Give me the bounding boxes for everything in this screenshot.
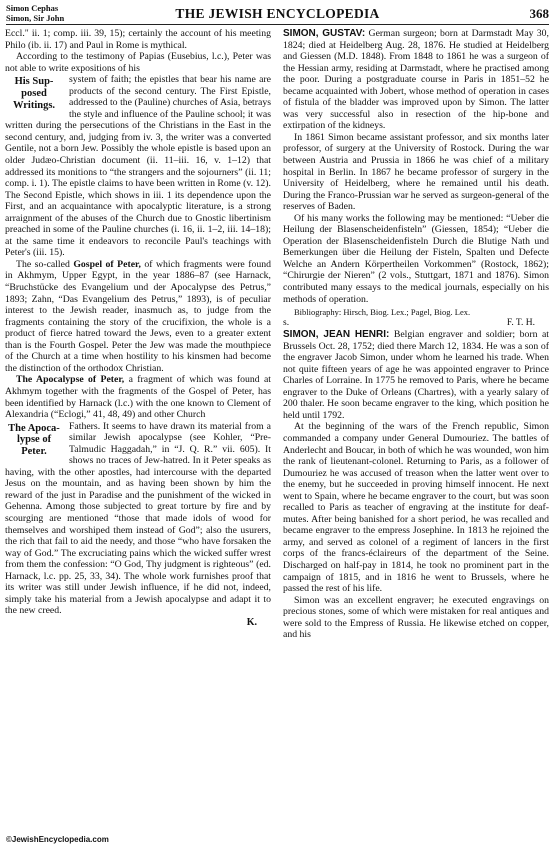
entry-heading: SIMON, JEAN HENRI: xyxy=(283,329,390,341)
left-column xyxy=(5,28,271,628)
running-head-first: Simon Cephas xyxy=(6,3,59,13)
copyright-footer: ©JewishEncyclopedia.com xyxy=(6,835,109,844)
entry-heading: SIMON, GUSTAV: xyxy=(283,28,366,39)
paragraph: system of faith; the epistles that bear his name are products of the second century. The First Epistle, addressed to the (Pauline) churches of Asia, betrays the style and influence of the Pauline school; it was written during the persecutions of the Christians in the East in the second century, and, judging from iv. 3, the writer was a converted Gentile, not a born Jew. Possibly the whole epistle is based upon an older Judæo-Christian document (ii. 11–iii. 16, v. 1–12) that addressed its monitions to “the strangers and the sojourners” (ii. 11; comp. i. 1). The epistle claims to have been written in Rome (v. 12). The Second Epistle, which shows in iii. 1 its dependence upon the First, and an acquaintance with apocalyptic literature, is a strong arraignment of the abuses of the Church due to Gnostic libertinism preached in some of the Pauline churches (i. 16, ii. 1–2, iii. 14–18); at the same time it endeavors to reconcile Paul's teachings with Peter's (iii. 15). xyxy=(5,74,271,259)
paragraph: The so-called Gospel of Peter, of which fragments were found in Akhmym, Upper Egypt, in the year 1886–87 (see Harnack, “Bruchstücke des Evangelium und der Apocalypse des Petrus,” 1893; Zahn, “Das Evangelium des Petrus,” 1893), is of peculiar interest to the Jewish reader, inasmuch as, to judge from the fragments containing the story of the crucifixion, the whole is a product of fierce hatred toward the Jews, even to a greater extent than is the Fourth Gospel. Peter the Jew was made the mouthpiece of the Church at a time when hostility to his kinsmen had become the distinction of the orthodox Christian. xyxy=(5,258,272,374)
author-signature: s. F. T. H. xyxy=(283,317,535,328)
paragraph: Simon was an excellent engraver; he executed engravings on precious stones, some of which were mistaken for real antiques and were sold to the Empress of Russia. He likewise etched on copper, and his xyxy=(283,594,549,641)
author-signature: K. xyxy=(246,616,257,628)
paragraph: In 1861 Simon became assistant professor, and six months later professor, of surgery at the University of Rostock. During the war between Austria and Prussia in 1866 he was chief of a military hospital in Berlin. In 1867 he became professor of surgery in the University of Heidelberg, where he remained until his death. During the Franco-Prussian war he served as surgeon-general of the reserves of Baden. xyxy=(283,131,549,213)
entry-simon-jean-henri: SIMON, JEAN HENRI: Belgian engraver and soldier; born at Brussels Oct. 28, 1752; died there March 12, 1834. He was a son of the engraver Jacob Simon, under whom he learned his trade. When not quite fifteen years of age he was appointed engraver to Prince Charles of Lorraine. In 1775 he removed to Paris, where he became engraver to the Duke of Orleans (Chartres), with a yearly salary of 200 thaler. He soon became engraver to the king, which position he held until 1792. xyxy=(283,329,549,421)
apocalypse-of-peter-term: The Apocalypse of Peter, xyxy=(16,374,125,386)
paragraph: Of his many works the following may be mentioned: “Ueber die Heilung der Blasenscheidenfisteln” (Giessen, 1854); “Ueber die Operation der Blasenscheidenfisteln Durch die Blutige Nath und Bemerkungen über die Heilung der Fisteln, Spalten und Defecte Welche an Andern Körpertheilen Vorkommen” (Rostock, 1862); “Chirurgie der Nieren” (2 vols., Stuttgart, 1871 and 1876). Simon contributed many essays to the medical journals, especially on his methods of operation. xyxy=(283,212,549,305)
running-head-last: Simon, Sir John xyxy=(6,12,65,23)
entry-simon-gustav: SIMON, GUSTAV: German surgeon; born at Darmstadt May 30, 1824; died at Heidelberg Aug. 28, 1876. He studied at Heidelberg and Giessen (M.D. 1848). From 1848 to 1861 he was a surgeon of the Hessian army, residing at Darmstadt, where he practised among the poor. During a postgraduate course in Paris in 1851–52 he became acquainted with Jobert, whose method of operation in cases of fistula of the bladder was improved upon by Simon. The latter was very successful also in resection of the hip-bone and extirpation of the kidneys. xyxy=(283,28,549,132)
paragraph: According to the testimony of Papias (Eusebius, l.c.), Peter was not able to write expositions of his xyxy=(5,51,271,74)
right-column xyxy=(283,28,549,641)
paragraph: The Apocalypse of Peter, a fragment of which was found at Akhmym together with the fragments of the Gospel of Peter, has been identified by Harnack (l.c.) with the one known to Clement of Alexandria (“Eclogi,” 41, 48, 49) and other Church xyxy=(5,374,272,421)
sidehead-supposed-writings: His Sup-posed Writings. xyxy=(12,76,56,111)
gospel-of-peter-term: Gospel of Peter, xyxy=(73,258,141,270)
header-rule xyxy=(6,24,549,25)
paragraph: Fathers. It seems to have drawn its material from a similar Jewish apocalypse (see Kohler, “Pre-Talmudic Haggadah,” in “J. Q. R.” vii. 605). It shows no traces of Jew-hatred. In it Peter speaks as having, with the other apostles, had intercourse with the departed Jesus on the mountain, and as having been shown by him the reward of the just in Paradise and the punishment of the wicked in Gehenna. Among those subjected to great torture by fire and by scourging are mentioned “those that made idols of wood for themselves and worshiped them instead of God”; also the usurers, the rich that fail to aid the needy, and those “who have forsaken the way of God.” The excruciating pains which the wicked suffer wrest from them the confession: “O God, Thy judgment is righteous” (ed. Harnack, l.c. pp. 25, 33, 34). The whole work furnishes proof that its writer was still under Jewish influence, if he did not, indeed, simply take his material from a Jewish apocalypse and adapt it to the new creed. xyxy=(5,420,271,617)
sidehead-apocalypse-of-peter: The Apoca-lypse of Peter. xyxy=(8,422,60,458)
paragraph: At the beginning of the wars of the French republic, Simon commanded a company under General Dumouriez. The battles of Anderlecht and Boucar, in both of which he was wounded, won him the rank of lieutenant-colonel. Returning to Paris, as a follower of Dumouriez he was accused of treason when the latter went over to the enemy, but he succeeded in proving himself innocent. He next went to Spain, where he became engraver to the court, but was soon recalled to Paris as teacher of engraving at the institute for deaf-mutes. After being banished for a short period, he was recalled and became engraver to the empress Josephine. In 1813 he rejoined the army, and served as colonel of a regiment of lancers in the first corps of the francs-éclaireurs of the department of the Seine. Discharged on half-pay in 1814, he took no prominent part in the campaign of 1815, and in 1816 he went to Brussels, where he passed the rest of his life. xyxy=(283,421,549,595)
bibliography: Bibliography: Hirsch, Biog. Lex.; Pagel, Biog. Lex. xyxy=(294,307,471,318)
encyclopedia-title: THE JEWISH ENCYCLOPEDIA xyxy=(175,6,380,21)
page-number: 368 xyxy=(529,6,549,21)
paragraph: Eccl." ii. 1; comp. iii. 39, 15); certainly the account of his meeting Philo (ib. ii. 17) and Paul in Rome is mythical. xyxy=(5,28,271,51)
